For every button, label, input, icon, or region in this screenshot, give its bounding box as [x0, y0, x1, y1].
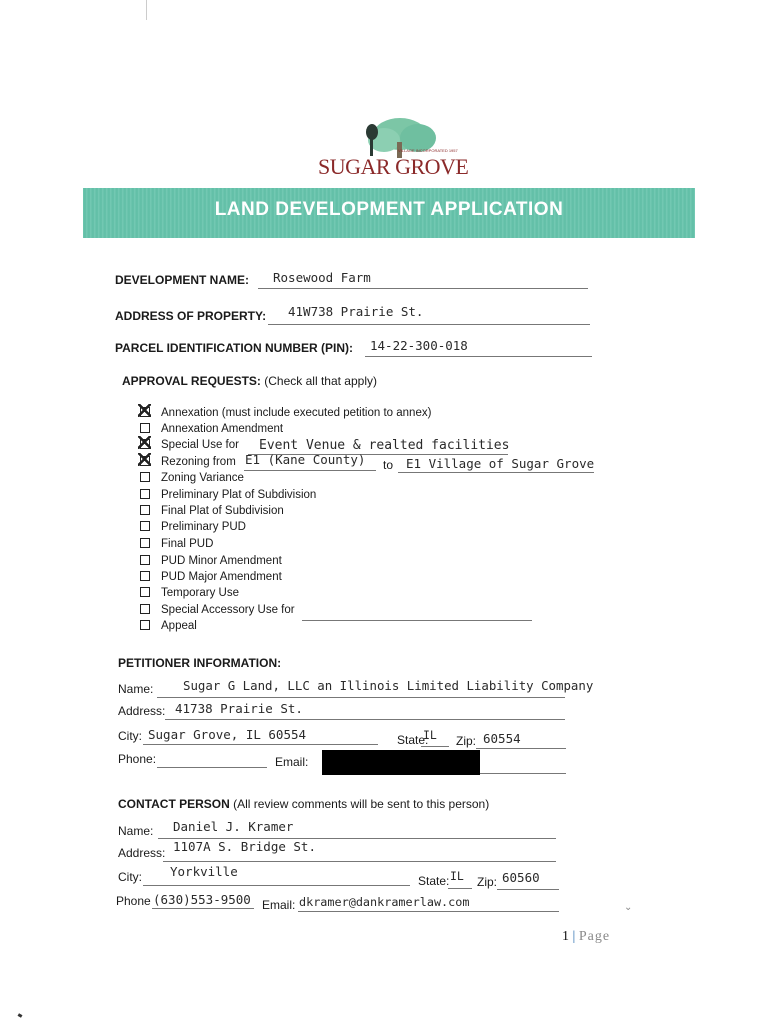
contact-address-field[interactable]: 1107A S. Bridge St. [173, 839, 316, 854]
development-name-label: DEVELOPMENT NAME: [115, 273, 250, 287]
checkbox-label: Temporary Use [161, 587, 239, 599]
petitioner-city-underline [143, 744, 378, 745]
checkbox-checked-icon[interactable] [140, 407, 150, 417]
logo [300, 112, 480, 184]
contact-city-underline [143, 885, 410, 886]
contact-phone-label: Phone [116, 894, 151, 908]
petitioner-zip-underline [476, 748, 566, 749]
contact-zip-label: Zip: [477, 875, 498, 889]
checkbox-annexation-amendment[interactable] [140, 423, 283, 435]
petitioner-address-label: Address: [118, 704, 166, 718]
petitioner-name-label: Name: [118, 682, 154, 696]
contact-subheading: (All review comments will be sent to this person) [233, 797, 490, 811]
logo-name: SUGAR GROVE [318, 154, 469, 179]
petitioner-phone-label: Phone: [118, 752, 157, 766]
petitioner-name-field[interactable]: Sugar G Land, LLC an Illinois Limited Liability Company [183, 678, 594, 693]
checkbox-label: Special Accessory Use for [161, 604, 295, 616]
contact-email-field[interactable]: dkramer@dankramerlaw.com [299, 895, 470, 909]
page-label: Page [578, 929, 611, 944]
scan-artifact [146, 0, 147, 20]
page-divider: | [569, 929, 579, 944]
contact-phone-field[interactable]: (630)553-9500 [153, 892, 251, 907]
special-accessory-underline [302, 620, 532, 621]
contact-address-label: Address: [118, 846, 166, 860]
petitioner-state-label: State: [397, 733, 429, 747]
petitioner-city-field[interactable]: Sugar Grove, IL 60554 [148, 727, 307, 742]
scan-mark: ⌄ [624, 902, 633, 913]
checkbox-icon[interactable] [140, 489, 150, 499]
checkbox-appeal[interactable] [140, 620, 197, 632]
development-name-field[interactable]: Rosewood Farm [273, 270, 371, 285]
approval-heading-text: APPROVAL REQUESTS: [122, 374, 261, 388]
logo-tagline: VILLAGE INCORPORATED 1957 [398, 148, 458, 153]
checkbox-pud-major[interactable] [140, 571, 282, 583]
checkbox-final-plat[interactable] [140, 505, 284, 517]
contact-heading [118, 797, 489, 811]
checkbox-temporary-use[interactable] [140, 587, 239, 599]
checkbox-label: Preliminary PUD [161, 521, 246, 533]
petitioner-phone-underline [157, 767, 267, 768]
pin-field[interactable]: 14-22-300-018 [370, 338, 468, 353]
contact-email-underline [298, 911, 559, 912]
development-name-underline [258, 288, 588, 289]
petitioner-zip-field[interactable]: 60554 [483, 731, 521, 746]
rezoning-to-label: to [383, 458, 394, 472]
special-use-field[interactable]: Event Venue & realted facilities [259, 438, 510, 453]
page-number-value: 1 [562, 929, 569, 944]
contact-name-field[interactable]: Daniel J. Kramer [173, 819, 294, 834]
checkbox-preliminary-plat[interactable] [140, 489, 316, 501]
checkbox-label: Rezoning from [161, 456, 236, 468]
contact-state-underline [448, 888, 472, 889]
checkbox-icon[interactable] [140, 472, 150, 482]
contact-zip-underline [497, 889, 559, 890]
petitioner-name-underline [157, 697, 565, 698]
property-address-field[interactable]: 41W738 Prairie St. [288, 304, 424, 319]
checkbox-label: Final PUD [161, 538, 214, 550]
checkbox-icon[interactable] [140, 604, 150, 614]
property-address-underline [268, 324, 590, 325]
petitioner-zip-label: Zip: [456, 734, 477, 748]
form-title: LAND DEVELOPMENT APPLICATION [214, 199, 564, 220]
contact-heading-text: CONTACT PERSON [118, 797, 230, 811]
checkbox-checked-icon[interactable] [140, 456, 150, 466]
pin-label: PARCEL IDENTIFICATION NUMBER (PIN): [115, 341, 353, 355]
contact-address-underline [163, 861, 556, 862]
rezoning-to-field[interactable]: E1 Village of Sugar Grove [406, 456, 595, 471]
checkbox-annexation[interactable] [140, 407, 431, 419]
contact-city-label: City: [118, 870, 142, 884]
property-address-label: ADDRESS OF PROPERTY: [115, 309, 267, 323]
checkbox-label: Appeal [161, 620, 197, 632]
checkbox-label: Annexation Amendment [161, 423, 284, 435]
contact-email-label: Email: [262, 898, 296, 912]
contact-phone-underline [152, 908, 254, 909]
checkbox-icon[interactable] [140, 423, 150, 433]
checkbox-icon[interactable] [140, 555, 150, 565]
contact-state-label: State: [418, 874, 450, 888]
petitioner-email-redacted [322, 750, 480, 775]
contact-zip-field[interactable]: 60560 [502, 870, 540, 885]
petitioner-address-field[interactable]: 41738 Prairie St. [175, 701, 303, 716]
checkbox-checked-icon[interactable] [140, 439, 150, 449]
checkbox-icon[interactable] [140, 538, 150, 548]
checkbox-special-use[interactable] [140, 439, 239, 451]
contact-state-field[interactable]: IL [450, 869, 464, 883]
checkbox-final-pud[interactable] [140, 538, 213, 550]
petitioner-address-underline [165, 719, 565, 720]
petitioner-email-label: Email: [275, 755, 309, 769]
pin-underline [365, 356, 592, 357]
petitioner-state-underline [421, 746, 449, 747]
contact-name-label: Name: [118, 824, 154, 838]
checkbox-label: PUD Minor Amendment [161, 555, 282, 567]
petitioner-email-underline [480, 773, 566, 774]
checkbox-icon[interactable] [140, 505, 150, 515]
checkbox-label: Preliminary Plat of Subdivision [161, 489, 317, 501]
checkbox-preliminary-pud[interactable] [140, 521, 246, 533]
petitioner-state-field[interactable]: IL [423, 728, 437, 742]
approval-subheading: (Check all that apply) [264, 374, 377, 388]
rezoning-to-underline [398, 472, 594, 473]
checkbox-label: PUD Major Amendment [161, 571, 282, 583]
checkbox-label: Final Plat of Subdivision [161, 505, 284, 517]
petitioner-city-label: City: [118, 729, 142, 743]
checkbox-zoning-variance[interactable] [140, 472, 244, 484]
checkbox-rezoning[interactable] [140, 456, 236, 468]
contact-city-field[interactable]: Yorkville [170, 864, 238, 879]
checkbox-pud-minor[interactable] [140, 555, 282, 567]
checkbox-icon[interactable] [140, 521, 150, 531]
checkbox-label: Special Use for [161, 439, 239, 451]
approval-heading [122, 374, 377, 388]
rezoning-from-field[interactable]: E1 (Kane County) [245, 452, 366, 467]
checkbox-icon[interactable] [140, 571, 150, 581]
page-number [562, 929, 610, 945]
scan-speck [18, 1013, 23, 1018]
petitioner-heading: PETITIONER INFORMATION: [118, 656, 282, 670]
checkbox-special-accessory-use[interactable] [140, 604, 295, 616]
checkbox-label: Zoning Variance [161, 472, 244, 484]
rezoning-from-underline [244, 470, 376, 471]
checkbox-label: Annexation (must include executed petition to annex) [161, 407, 432, 419]
checkbox-icon[interactable] [140, 620, 150, 630]
checkbox-icon[interactable] [140, 587, 150, 597]
